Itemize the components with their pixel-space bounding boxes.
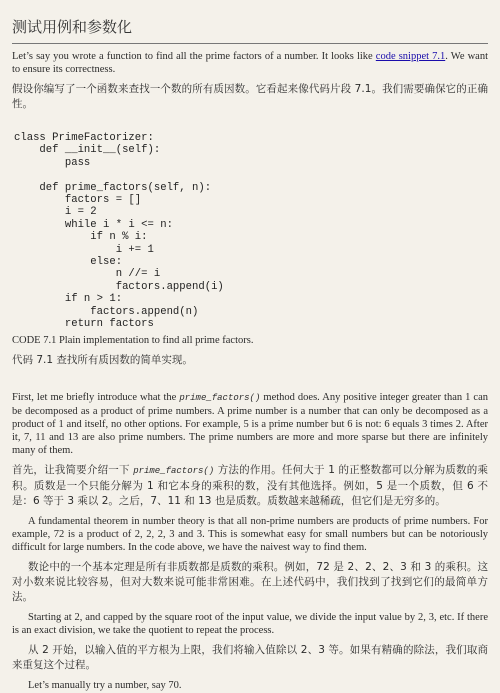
intro-en-text-end: . We want to ensure its correctness. bbox=[12, 51, 489, 75]
code-snippet-link[interactable]: code snippet 7.1 bbox=[375, 51, 446, 62]
para4-en: Let’s manually try a number, say 70. bbox=[28, 679, 182, 691]
intro-zh: 假设你编写了一个函数来查找一个数的所有质因数。它看起来像代码片段 7.1。我们需要确保它的正确性。 bbox=[12, 83, 488, 110]
para1-en-text-end: method does. Any positive integer greater than 1 can be decomposed as a product of prime numbers. A prime number is a number that can only be decomposed as a product of 1 and itself, no other options. For example, 5 is a prime number but 6 is not: 6 equals 3 times 2. After it, 7, 11 and 13 are also prime numbers. The prime numbers are more and more sparse but there are infinitely many of them. bbox=[12, 391, 488, 456]
code-block: class PrimeFactorizer: def __init__(self): pass def prime_factors(self, n): factors = [] i = 2 while i * i <= n: if n % i: i += 1 else: n //= i factors.append(i) if n > 1: factors.append(n) return factors bbox=[14, 132, 224, 331]
para1-zh bbox=[12, 463, 488, 509]
page-title: 测试用例和参数化 bbox=[12, 0, 488, 44]
code-caption-en: CODE 7.1 Plain implementation to find all prime factors. bbox=[12, 334, 254, 346]
para3-en: Starting at 2, and capped by the square root of the input value, we divide the input value by 2, 3, etc. If there is an exact division, we take the quotient to repeat the process. bbox=[12, 611, 488, 636]
code-caption-zh: 代码 7.1 查找所有质因数的简单实现。 bbox=[12, 353, 193, 366]
para1-en-text: First, let me briefly introduce what the bbox=[12, 391, 180, 403]
intro-en bbox=[12, 50, 488, 76]
para3-zh: 从 2 开始，以输入值的平方根为上限，我们将输入值除以 2、3 等。如果有精确的除法，我们取商来重复这个过程。 bbox=[12, 643, 488, 671]
para1-en bbox=[12, 391, 488, 457]
intro-en-text: Let’s say you wrote a function to find all the prime factors of a number. It looks like bbox=[12, 51, 376, 62]
inline-code: prime_factors() bbox=[179, 392, 261, 403]
para1-zh-text: 首先，让我简要介绍一下 bbox=[12, 463, 134, 476]
para1-zh-text-end: 方法的作用。任何大于 1 的正整数都可以分解为质数的乘积。质数是一个只能分解为 1 和它本身的乘积的数，没有其他选择。例如，5 是一个质数，但 6 不是：6 等于 3 乘以 2。之后，7、11 和 13 也是质数。质数越来越稀疏，但它们是无穷多的。 bbox=[12, 463, 488, 507]
para2-en: A fundamental theorem in number theory is that all non-prime numbers are products of prime numbers. For example, 72 is a product of 2, 2, 2, 3 and 3. This is somewhat easy for small numbers but can be notoriously difficult for large numbers. In the code above, we have the naivest way to find them. bbox=[12, 515, 488, 553]
para2-zh: 数论中的一个基本定理是所有非质数都是质数的乘积。例如，72 是 2、2、2、3 和 3 的乘积。这对小数来说比较容易，但对大数来说可能非常困难。在上述代码中，我们找到了找到它们的最简单方法。 bbox=[12, 560, 488, 603]
inline-code-zh: prime_factors() bbox=[133, 465, 215, 476]
